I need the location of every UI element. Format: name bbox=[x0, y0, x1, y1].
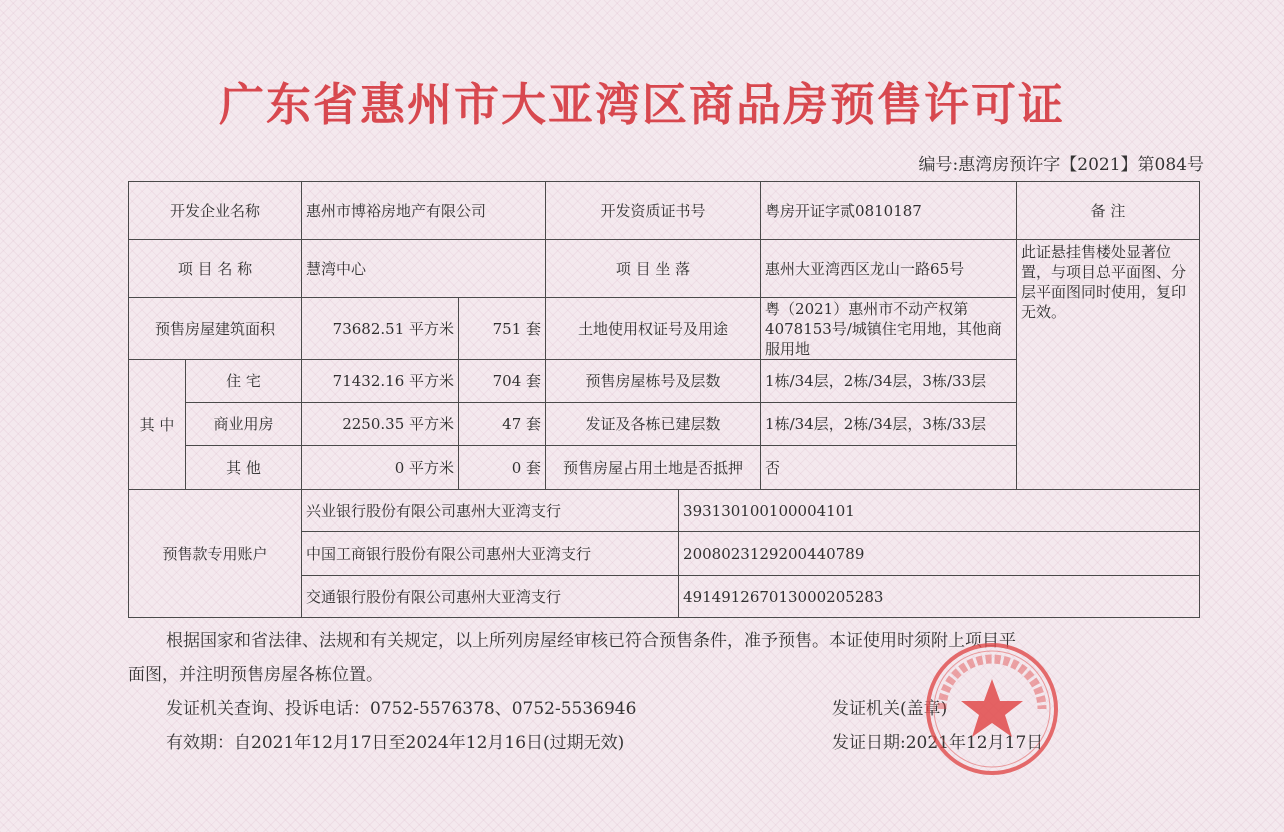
other-units: 0 套 bbox=[459, 446, 546, 490]
statement-line2: 面图，并注明预售房屋各栋位置。 bbox=[128, 665, 383, 685]
commercial-area: 2250.35 平方米 bbox=[302, 403, 459, 446]
official-seal-icon bbox=[922, 639, 1062, 779]
presale-area-label: 预售房屋建筑面积 bbox=[129, 298, 302, 360]
mortgage-label: 预售房屋占用土地是否抵押 bbox=[546, 446, 761, 490]
account-number-1: 393130100100004101 bbox=[679, 490, 1200, 532]
buildings-label: 预售房屋栋号及层数 bbox=[546, 360, 761, 403]
remarks-value: 此证悬挂售楼处显著位置，与项目总平面图、分层平面图同时使用，复印无效。 bbox=[1017, 240, 1200, 490]
residential-label: 住 宅 bbox=[186, 360, 302, 403]
serial-number: 编号:惠湾房预许字【2021】第084号 bbox=[918, 155, 1204, 175]
statement-line1: 根据国家和省法律、法规和有关规定，以上所列房屋经审核已符合预售条件，准予预售。本证使用时须附上项目平 bbox=[166, 631, 1016, 651]
presale-area-value: 73682.51 平方米 bbox=[302, 298, 459, 360]
residential-units: 704 套 bbox=[459, 360, 546, 403]
buildings-value: 1栋/34层，2栋/34层，3栋/33层 bbox=[761, 360, 1017, 403]
presale-units: 751 套 bbox=[459, 298, 546, 360]
issue-date: 发证日期:2021年12月17日 bbox=[832, 733, 1044, 753]
location-value: 惠州大亚湾西区龙山一路65号 bbox=[761, 240, 1017, 298]
commercial-label: 商业用房 bbox=[186, 403, 302, 446]
other-label: 其 他 bbox=[186, 446, 302, 490]
mortgage-value: 否 bbox=[761, 446, 1017, 490]
project-value: 慧湾中心 bbox=[302, 240, 546, 298]
land-cert-value: 粤（2021）惠州市不动产权第4078153号/城镇住宅用地，其他商服用地 bbox=[761, 298, 1017, 360]
complaint-hotline: 发证机关查询、投诉电话：0752-5576378、0752-5536946 bbox=[166, 699, 637, 719]
project-label: 项 目 名 称 bbox=[129, 240, 302, 298]
land-cert-label: 土地使用权证号及用途 bbox=[546, 298, 761, 360]
certificate-title: 广东省惠州市大亚湾区商品房预售许可证 bbox=[218, 78, 1065, 131]
account-number-2: 2008023129200440789 bbox=[679, 532, 1200, 576]
location-label: 项 目 坐 落 bbox=[546, 240, 761, 298]
issuing-authority: 发证机关(盖章) bbox=[832, 699, 948, 719]
account-bank-3: 交通银行股份有限公司惠州大亚湾支行 bbox=[302, 576, 679, 618]
qualification-value: 粤房开证字贰0810187 bbox=[761, 182, 1017, 240]
certificate-table bbox=[128, 181, 1200, 618]
built-floors-value: 1栋/34层，2栋/34层，3栋/33层 bbox=[761, 403, 1017, 446]
among-label: 其 中 bbox=[129, 360, 186, 490]
residential-area: 71432.16 平方米 bbox=[302, 360, 459, 403]
validity-period: 有效期：自2021年12月17日至2024年12月16日(过期无效) bbox=[166, 733, 625, 753]
account-bank-2: 中国工商银行股份有限公司惠州大亚湾支行 bbox=[302, 532, 679, 576]
commercial-units: 47 套 bbox=[459, 403, 546, 446]
built-floors-label: 发证及各栋已建层数 bbox=[546, 403, 761, 446]
developer-value: 惠州市博裕房地产有限公司 bbox=[302, 182, 546, 240]
account-label: 预售款专用账户 bbox=[129, 490, 302, 618]
account-number-3: 491491267013000205283 bbox=[679, 576, 1200, 618]
remarks-label: 备 注 bbox=[1017, 182, 1200, 240]
account-bank-1: 兴业银行股份有限公司惠州大亚湾支行 bbox=[302, 490, 679, 532]
developer-label: 开发企业名称 bbox=[129, 182, 302, 240]
other-area: 0 平方米 bbox=[302, 446, 459, 490]
qualification-label: 开发资质证书号 bbox=[546, 182, 761, 240]
